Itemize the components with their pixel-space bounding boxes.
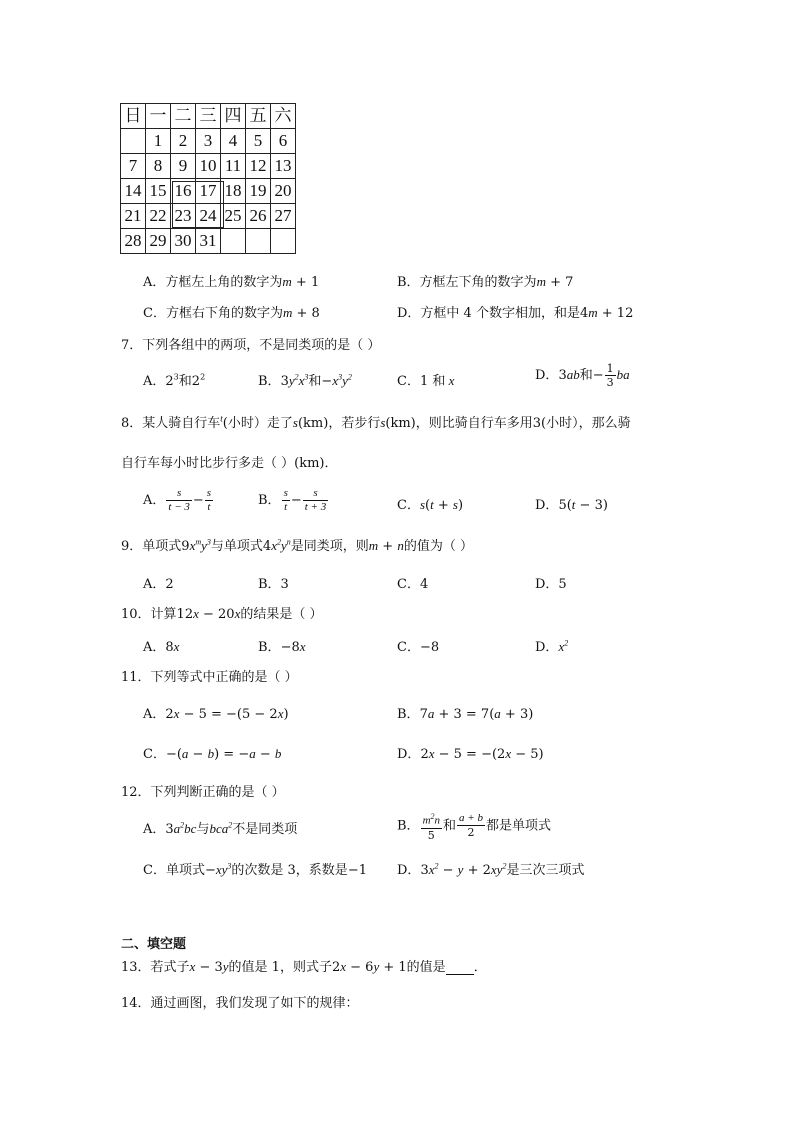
option-text: 和 — [308, 374, 322, 389]
q8-option-a[interactable]: A． $\frac{s}{t - 3}$ − $\frac{s}{t}$ — [143, 487, 212, 513]
q6-option-a[interactable]: A．方框左上角的数字为m + 1 — [143, 274, 320, 290]
option-text: C．方框右下角的数字为 — [143, 306, 283, 321]
q9-stem: 9．单项式$9x^my^3$与单项式$4x^2y^n$是同类项，则m + n的值为（ ） — [121, 537, 473, 554]
q10-option-c[interactable]: C．−8 — [397, 640, 440, 655]
math-expr: m — [536, 274, 546, 289]
option-label: D． — [535, 368, 559, 383]
q6-option-c[interactable]: C．方框右下角的数字为m + 8 — [143, 305, 320, 321]
q10-option-d[interactable]: D．$x^2$ — [535, 638, 569, 655]
option-text: 不是同类项 — [232, 822, 298, 837]
calendar-cell — [246, 229, 271, 254]
option-label: A． — [143, 822, 166, 837]
stem-text: 的结果是（ ） — [240, 607, 323, 622]
option-text: C．1 和 — [397, 374, 446, 389]
option-text: 的次数是 3，系数是 — [231, 863, 348, 878]
q8-stem-line1: 8．某人骑自行车$^t$(小时）走了s(km)，若步行s(km)，则比骑自行车多用3(小时），那么骑 — [121, 413, 631, 431]
option-label: D． — [535, 640, 559, 655]
option-label: B． — [258, 493, 281, 508]
stem-text: 的值为（ ） — [403, 539, 473, 554]
calendar-cell: 18 — [221, 179, 246, 204]
calendar-cell: 28 — [121, 229, 146, 254]
option-label: D． — [535, 498, 559, 513]
calendar-cell: 27 — [271, 204, 296, 229]
q9-option-d[interactable]: D．5 — [535, 577, 567, 592]
calendar-cell: 22 — [146, 204, 171, 229]
fraction: $\frac{m^2n}{5}$ — [422, 812, 441, 842]
option-label: D． — [397, 863, 421, 878]
calendar-cell: 25 — [221, 204, 246, 229]
answer-blank[interactable] — [446, 962, 474, 975]
calendar-header-cell: 一 — [146, 104, 171, 129]
calendar-header-cell: 六 — [271, 104, 296, 129]
fraction: $\frac{a + b}{2}$ — [459, 812, 483, 840]
calendar-cell: 23 — [171, 204, 196, 229]
q12-option-a[interactable]: A．$3a^2bc$与bca$^2$不是同类项 — [143, 820, 298, 837]
option-text: B．方框左下角的数字为 — [397, 275, 537, 290]
q8-option-b[interactable]: B． $\frac{s}{t}$ − $\frac{s}{t + 3}$ — [258, 487, 327, 513]
option-text: 是三次三项式 — [506, 863, 585, 878]
q8-stem-line2: 自行车每小时比步行多走（ ）(km)． — [121, 456, 338, 471]
q10-stem: 10．计算12x − 20x的结果是（ ） — [121, 606, 323, 622]
calendar-header-cell: 五 — [246, 104, 271, 129]
calendar-cell: 29 — [146, 229, 171, 254]
q7-option-b[interactable]: B．$3y^2x^3$和$-x^3y^2$ — [258, 372, 352, 389]
calendar-row — [121, 154, 296, 179]
calendar-cell: 3 — [196, 129, 221, 154]
q7-option-a[interactable]: A．$2^3$和$2^2$ — [143, 372, 206, 389]
stem-text: ，若步行 — [328, 416, 381, 431]
fraction: $\frac{1}{3}$ — [606, 362, 614, 389]
calendar-cell: 11 — [221, 154, 246, 179]
q9-option-b[interactable]: B．3 — [258, 577, 289, 592]
q7-option-c[interactable]: C．1 和 x — [397, 373, 455, 389]
stem-text: 8．某人骑自行车 — [121, 416, 221, 431]
calendar-cell: 26 — [246, 204, 271, 229]
calendar-cell: 16 — [171, 179, 196, 204]
q11-option-a[interactable]: A．2x − 5 = −(5 − 2x) — [143, 706, 289, 722]
math-expr: m — [282, 274, 292, 289]
option-label: C． — [143, 747, 166, 762]
calendar-cell: 6 — [271, 129, 296, 154]
fraction: $\frac{s}{t - 3}$ — [168, 487, 190, 513]
stem-text: 与单项式 — [210, 539, 263, 554]
q9-option-a[interactable]: A．2 — [143, 577, 174, 592]
calendar-cell: 21 — [121, 204, 146, 229]
fraction: $\frac{s}{t + 3}$ — [304, 487, 327, 513]
q14-stem: 14．通过画图，我们发现了如下的规律： — [121, 996, 359, 1011]
q10-option-a[interactable]: A．8x — [143, 639, 180, 655]
q6-option-d[interactable]: D．方框中 4 个数字相加，和是4m + 12 — [397, 305, 634, 321]
stem-text: 13．若式子 — [121, 960, 190, 975]
stem-text: 9．单项式 — [121, 539, 182, 554]
option-label: B． — [258, 374, 281, 389]
q6-option-b[interactable]: B．方框左下角的数字为m + 7 — [397, 274, 574, 290]
stem-text: 小时），那么骑 — [546, 416, 631, 431]
q7-option-d[interactable]: D．3ab和− $\frac{1}{3}$ ba — [535, 362, 630, 389]
calendar-cell: 1 — [146, 129, 171, 154]
option-label: A． — [143, 374, 166, 389]
option-label: A． — [143, 707, 166, 722]
q12-option-d[interactable]: D．$3x^2 - y + 2xy^2$是三次三项式 — [397, 861, 585, 878]
calendar-cell: 20 — [271, 179, 296, 204]
option-label: A． — [143, 493, 166, 508]
fraction: $\frac{s}{t}$ — [206, 487, 212, 513]
calendar-cell: 12 — [246, 154, 271, 179]
calendar-cell: 19 — [246, 179, 271, 204]
calendar-cell: 2 — [171, 129, 196, 154]
q12-option-b[interactable] — [397, 810, 551, 842]
q12-option-c[interactable]: C．单项式$-xy^3$的次数是 3，系数是−1 — [143, 861, 367, 878]
stem-text: 是同类项，则 — [290, 539, 369, 554]
calendar-cell: 13 — [271, 154, 296, 179]
stem-text: 自行车每小时比步行多走（ ） — [121, 456, 295, 471]
q8-option-c[interactable]: C．s(t + s) — [397, 497, 464, 513]
option-text: 都是单项式 — [485, 818, 551, 834]
calendar-cell: 24 — [196, 204, 221, 229]
calendar-header-cell: 四 — [221, 104, 246, 129]
calendar-header-row — [121, 104, 296, 129]
option-label: B． — [397, 707, 420, 722]
calendar-cell: 5 — [246, 129, 271, 154]
calendar-cell: 8 — [146, 154, 171, 179]
calendar-cell: 15 — [146, 179, 171, 204]
option-text: 与 — [196, 822, 210, 837]
option-text: D．方框中 4 个数字相加，和是 — [397, 306, 580, 321]
calendar-cell: 30 — [171, 229, 196, 254]
calendar-cell: 9 — [171, 154, 196, 179]
stem-text: 的值是 1，则式子 — [228, 960, 332, 975]
calendar-cell: 14 — [121, 179, 146, 204]
option-text: C．单项式 — [143, 863, 205, 878]
calendar-cell: 31 — [196, 229, 221, 254]
calendar-cell — [271, 229, 296, 254]
stem-text: 小时）走了 — [227, 416, 293, 431]
q8-option-d[interactable]: D．5(t − 3) — [535, 497, 608, 513]
q7-stem: 7．下列各组中的两项，不是同类项的是（ ） — [121, 338, 381, 353]
calendar-header-cell: 三 — [196, 104, 221, 129]
option-text: 和 — [579, 368, 593, 383]
calendar-cell: 7 — [121, 154, 146, 179]
calendar-table — [120, 103, 296, 254]
option-text: 和 — [443, 818, 457, 834]
stem-text: 的值是 — [406, 960, 446, 975]
q11-stem: 11．下列等式中正确的是（ ） — [121, 670, 298, 685]
option-label: C． — [397, 498, 420, 513]
calendar-header-cell: 二 — [171, 104, 196, 129]
calendar-cell: 4 — [221, 129, 246, 154]
q11-option-c[interactable]: C．−(a − b) = −a − b — [143, 746, 282, 762]
q11-option-d[interactable]: D．2x − 5 = −(2x − 5) — [397, 746, 544, 762]
option-text: 和 — [178, 374, 192, 389]
q13-stem: 13．若式子x − 3y的值是 1，则式子2x − 6y + 1的值是 ． — [121, 959, 487, 975]
option-label: D． — [397, 747, 421, 762]
q10-option-b[interactable]: B．−8x — [258, 639, 306, 655]
calendar-cell — [221, 229, 246, 254]
option-text: A．方框左上角的数字为 — [143, 275, 283, 290]
calendar-row — [121, 129, 296, 154]
math-expr: m — [282, 305, 293, 320]
calendar-cell: 17 — [196, 179, 221, 204]
option-label: A． — [143, 640, 166, 655]
section-title: 二、填空题 — [121, 937, 187, 952]
fraction: $\frac{s}{t}$ — [283, 487, 288, 513]
calendar-cell: 10 — [196, 154, 221, 179]
calendar-cell — [121, 129, 146, 154]
q12-stem: 12．下列判断正确的是（ ） — [121, 785, 285, 800]
stem-text: ，则比骑自行车多用 — [415, 416, 533, 431]
calendar-header-cell: 日 — [121, 104, 146, 129]
q11-option-b[interactable]: B．7a + 3 = 7(a + 3) — [397, 706, 534, 722]
stem-text: 10．计算 — [121, 607, 177, 622]
q9-option-c[interactable]: C．4 — [397, 577, 429, 592]
calendar-row — [121, 229, 296, 254]
calendar-selection-frame — [172, 181, 224, 228]
option-label: B． — [258, 640, 281, 655]
option-label: B． — [397, 818, 420, 834]
